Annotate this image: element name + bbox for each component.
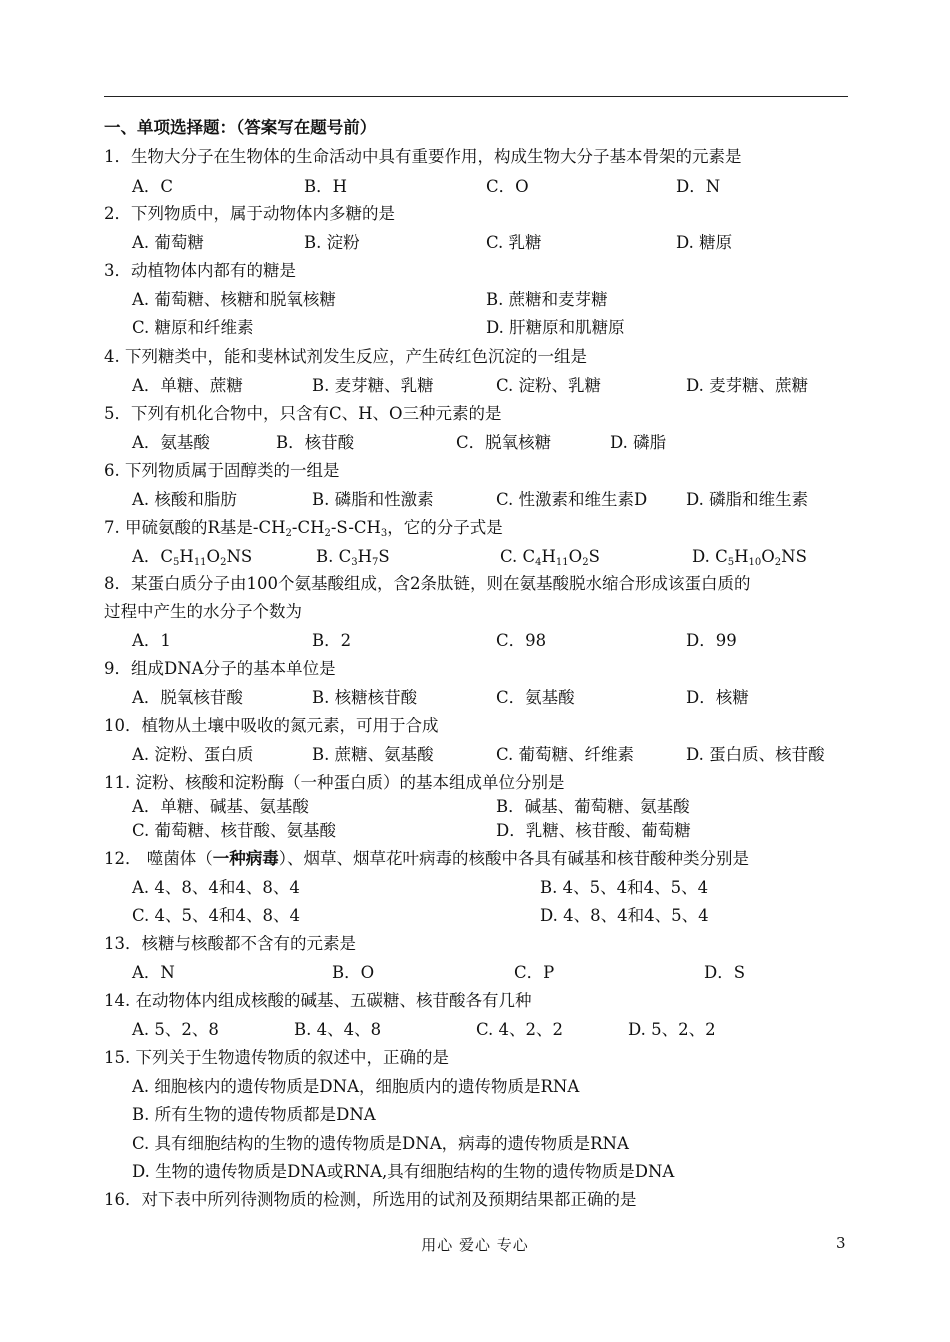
q3-option-c: C. 糖原和纤维素 bbox=[132, 318, 254, 337]
q11-option-b: B．碱基、葡萄糖、氨基酸 bbox=[496, 797, 690, 816]
q8-option-c: C．98 bbox=[496, 631, 547, 650]
q14-option-a: A. 5、2、8 bbox=[132, 1020, 219, 1039]
q9-option-c: C．氨基酸 bbox=[496, 688, 575, 707]
q8-option-a: A．1 bbox=[132, 631, 171, 650]
q5-option-d: D. 磷脂 bbox=[610, 433, 667, 452]
q6-option-b: B. 磷脂和性激素 bbox=[312, 490, 434, 509]
question-8-stem-cont: 过程中产生的水分子个数为 bbox=[104, 602, 302, 621]
q3-option-d: D. 肝糖原和肌糖原 bbox=[486, 318, 625, 337]
q11-option-d: D．乳糖、核苷酸、葡萄糖 bbox=[496, 821, 691, 840]
section-title: 一、单项选择题：（答案写在题号前） bbox=[104, 118, 377, 137]
question-15-stem: 15. 下列关于生物遗传物质的叙述中，正确的是 bbox=[104, 1048, 449, 1067]
q2-option-c: C. 乳糖 bbox=[486, 233, 542, 252]
q3-option-b: B. 蔗糖和麦芽糖 bbox=[486, 290, 608, 309]
q12-option-a: A. 4、8、4和4、8、4 bbox=[132, 878, 300, 897]
q6-option-d: D. 磷脂和维生素 bbox=[686, 490, 809, 509]
q10-option-a: A. 淀粉、蛋白质 bbox=[132, 745, 254, 764]
q4-option-a: A．单糖、蔗糖 bbox=[132, 376, 243, 395]
question-3-stem: 3．动植物体内都有的糖是 bbox=[104, 261, 296, 280]
question-9-stem: 9．组成DNA分子的基本单位是 bbox=[104, 659, 336, 678]
q11-option-c: C. 葡萄糖、核苷酸、氨基酸 bbox=[132, 821, 337, 840]
q13-option-a: A．N bbox=[132, 963, 175, 982]
q10-option-d: D. 蛋白质、核苷酸 bbox=[686, 745, 825, 764]
q13-option-c: C．P bbox=[514, 963, 555, 982]
q7-option-a: A．$C_5H_{11}O_2NS$ bbox=[132, 547, 253, 568]
q4-option-c: C. 淀粉、乳糖 bbox=[496, 376, 602, 395]
q9-option-a: A．脱氧核苷酸 bbox=[132, 688, 243, 707]
q13-option-b: B．O bbox=[332, 963, 375, 982]
q15-option-b: B. 所有生物的遗传物质都是DNA bbox=[132, 1105, 376, 1124]
q15-option-d: D. 生物的遗传物质是DNA或RNA,具有细胞结构的生物的遗传物质是DNA bbox=[132, 1162, 675, 1181]
question-5-stem: 5．下列有机化合物中，只含有C、H、O三种元素的是 bbox=[104, 404, 502, 423]
q2-option-b: B. 淀粉 bbox=[304, 233, 360, 252]
q9-option-b: B. 核糖核苷酸 bbox=[312, 688, 418, 707]
question-4-stem: 4. 下列糖类中，能和斐林试剂发生反应，产生砖红色沉淀的一组是 bbox=[104, 347, 587, 366]
q4-option-b: B. 麦芽糖、乳糖 bbox=[312, 376, 434, 395]
q12-stem-pre: 12． 噬菌体（ bbox=[104, 849, 213, 868]
q15-option-c: C. 具有细胞结构的生物的遗传物质是DNA，病毒的遗传物质是RNA bbox=[132, 1134, 629, 1153]
q6-option-c: C. 性激素和维生素D bbox=[496, 490, 648, 509]
q12-option-c: C. 4、5、4和4、8、4 bbox=[132, 906, 301, 925]
q14-option-c: C. 4、2、2 bbox=[476, 1020, 564, 1039]
q1-option-b: B．H bbox=[304, 177, 348, 196]
q10-option-c: C. 葡萄糖、纤维素 bbox=[496, 745, 635, 764]
page-footer: 用心 爱心 专心 bbox=[421, 1236, 529, 1254]
q8-option-d: D．99 bbox=[686, 631, 737, 650]
q14-option-b: B. 4、4、8 bbox=[294, 1020, 382, 1039]
question-16-stem: 16．对下表中所列待测物质的检测，所选用的试剂及预期结果都正确的是 bbox=[104, 1190, 637, 1209]
q15-option-a: A. 细胞核内的遗传物质是DNA，细胞质内的遗传物质是RNA bbox=[132, 1077, 580, 1096]
question-12-stem bbox=[104, 849, 749, 869]
page-number: 3 bbox=[836, 1234, 846, 1252]
question-13-stem: 13．核糖与核酸都不含有的元素是 bbox=[104, 934, 356, 953]
question-14-stem: 14. 在动物体内组成核酸的碱基、五碳糖、核苷酸各有几种 bbox=[104, 991, 532, 1010]
q7-option-b: B. $C_3H_7S$ bbox=[316, 547, 390, 568]
q1-option-c: C．O bbox=[486, 177, 529, 196]
question-10-stem: 10．植物从土壤中吸收的氮元素，可用于合成 bbox=[104, 716, 439, 735]
q12-stem-bold: 一种病毒 bbox=[212, 849, 279, 868]
q4-option-d: D. 麦芽糖、蔗糖 bbox=[686, 376, 809, 395]
q5-option-a: A．氨基酸 bbox=[132, 433, 210, 452]
question-7-stem: 7. 甲硫氨酸的R基是$-CH_2-CH_2-S-CH_3$，它的分子式是 bbox=[104, 518, 503, 539]
q5-option-c: C．脱氧核糖 bbox=[456, 433, 552, 452]
q12-option-d: D. 4、8、4和4、5、4 bbox=[540, 906, 709, 925]
q11-option-a: A．单糖、碱基、氨基酸 bbox=[132, 797, 309, 816]
question-1-stem: 1．生物大分子在生物体的生命活动中具有重要作用，构成生物大分子基本骨架的元素是 bbox=[104, 147, 742, 166]
q7-option-c: C. $C_4H_{11}O_2S$ bbox=[500, 547, 600, 568]
q2-option-d: D. 糖原 bbox=[676, 233, 733, 252]
q14-option-d: D. 5、2、2 bbox=[628, 1020, 716, 1039]
q9-option-d: D．核糖 bbox=[686, 688, 749, 707]
question-2-stem: 2．下列物质中，属于动物体内多糖的是 bbox=[104, 204, 395, 223]
header-rule bbox=[104, 96, 848, 97]
q10-option-b: B. 蔗糖、氨基酸 bbox=[312, 745, 434, 764]
q7-option-d: D. $C_5H_{10}O_2NS$ bbox=[692, 547, 807, 568]
q6-option-a: A. 核酸和脂肪 bbox=[132, 490, 237, 509]
q1-option-a: A．C bbox=[132, 177, 174, 196]
question-6-stem: 6. 下列物质属于固醇类的一组是 bbox=[104, 461, 340, 480]
q12-option-b: B. 4、5、4和4、5、4 bbox=[540, 878, 709, 897]
q2-option-a: A. 葡萄糖 bbox=[132, 233, 204, 252]
q3-option-a: A. 葡萄糖、核糖和脱氧核糖 bbox=[132, 290, 336, 309]
question-8-stem: 8．某蛋白质分子由100个氨基酸组成，含2条肽链，则在氨基酸脱水缩合形成该蛋白质的 bbox=[104, 574, 751, 593]
q1-option-d: D．N bbox=[676, 177, 721, 196]
question-11-stem: 11. 淀粉、核酸和淀粉酶（一种蛋白质）的基本组成单位分别是 bbox=[104, 773, 565, 792]
q8-option-b: B．2 bbox=[312, 631, 352, 650]
q13-option-d: D．S bbox=[704, 963, 746, 982]
q12-stem-post: ）、烟草、烟草花叶病毒的核酸中各具有碱基和核苷酸种类分别是 bbox=[278, 849, 749, 868]
q5-option-b: B．核苷酸 bbox=[276, 433, 355, 452]
